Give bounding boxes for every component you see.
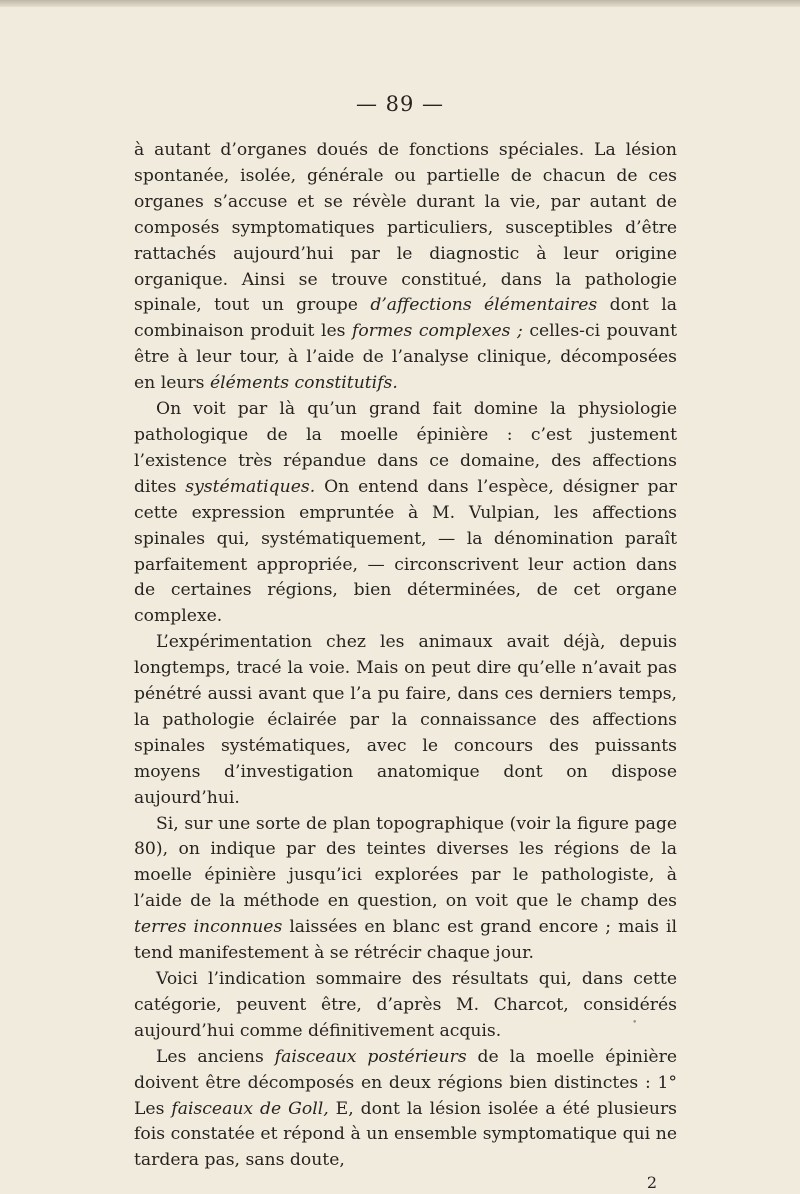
page-number-header: — 89 — [355,92,445,116]
paragraph [134,967,677,1045]
body-text [134,138,677,1194]
text-run: On voit par là qu’un grand fait domine la physiologie pathologique de la moelle épinière : c’est justement l’existence très répandue dans ce domaine, des affections dites [134,399,677,497]
page-top-edge [0,0,800,7]
paragraph [134,630,677,811]
italic-term: terres inconnues [134,917,283,938]
italic-term: faisceaux postérieurs [274,1046,467,1067]
italic-term: d’affections élémentaires [370,295,598,316]
text-run: Voici l’indication sommaire des résultats qui, dans cette catégorie, peuvent être, d’après M. Charcot, considérés aujourd’hui comme définitivement acquis. [134,969,677,1041]
text-run: E, dont la lésion isolée a été plusieurs fois constatée et répond à un ensemble symptomatique qui ne tardera pas, sans doute, [134,1098,677,1171]
paragraph [134,138,677,397]
text-run: laissées en blanc est grand encore ; mais il tend manifestement à se rétrécir chaque jour. [134,917,677,964]
text-run: celles-ci pouvant être à leur tour, à l’aide de l’analyse clinique, décomposées en leurs [134,321,678,394]
italic-term: systématiques. [185,476,316,497]
paragraph [134,397,677,630]
footer-dot: • [632,1018,638,1028]
italic-term: éléments constitutifs. [209,373,398,394]
text-run: Si, sur une sorte de plan topographique (voir la figure page 80), on indique par des teintes diverses les régions de la moelle épinière jusqu’ici explorées par le pathologiste, à l’aide de la méthode en question, on voit que le champ des [134,813,677,912]
signature-mark: 2 [646,1173,657,1193]
text-run: de la moelle épinière doivent être décomposés en deux régions bien distinctes : 1° Les [134,1046,677,1119]
text-run: Les anciens [156,1046,275,1067]
text-run: On entend dans l’espèce, désigner par cette expression empruntée à M. Vulpian, les affections spinales qui, systématiquement, — la dénomination paraît parfaitement appropriée, — circonscrivent leur action dans de certaines régions, bien déterminées, de cet organe complexe. [134,476,677,627]
paragraph [134,1045,677,1175]
text-run: à autant d’organes doués de fonctions spéciales. La lésion spontanée, isolée, générale ou partielle de chacun de ces organes s’accuse et se révèle durant la vie, par autant de composés symptomatiques particuliers, susceptibles d’être rattachés aujourd’hui par le diagnostic à leur origine organique. Ainsi se trouve constitué, dans la pathologie spinale, tout un groupe [134,140,677,316]
paragraph [134,812,677,967]
italic-term: formes complexes ; [352,321,523,342]
text-run: L’expérimentation chez les animaux avait déjà, depuis longtemps, tracé la voie. Mais on peut dire qu’elle n’avait pas pénétré aussi avant que l’a pu faire, dans ces derniers temps, la pathologie éclairée par la connaissance des affections spinales systématiques, avec le concours des puissants moyens d’investigation anatomique dont on dispose aujourd’hui. [134,632,677,808]
text-run: dont la combinaison produit les [134,295,678,342]
italic-term: faisceaux de Goll, [171,1098,329,1119]
